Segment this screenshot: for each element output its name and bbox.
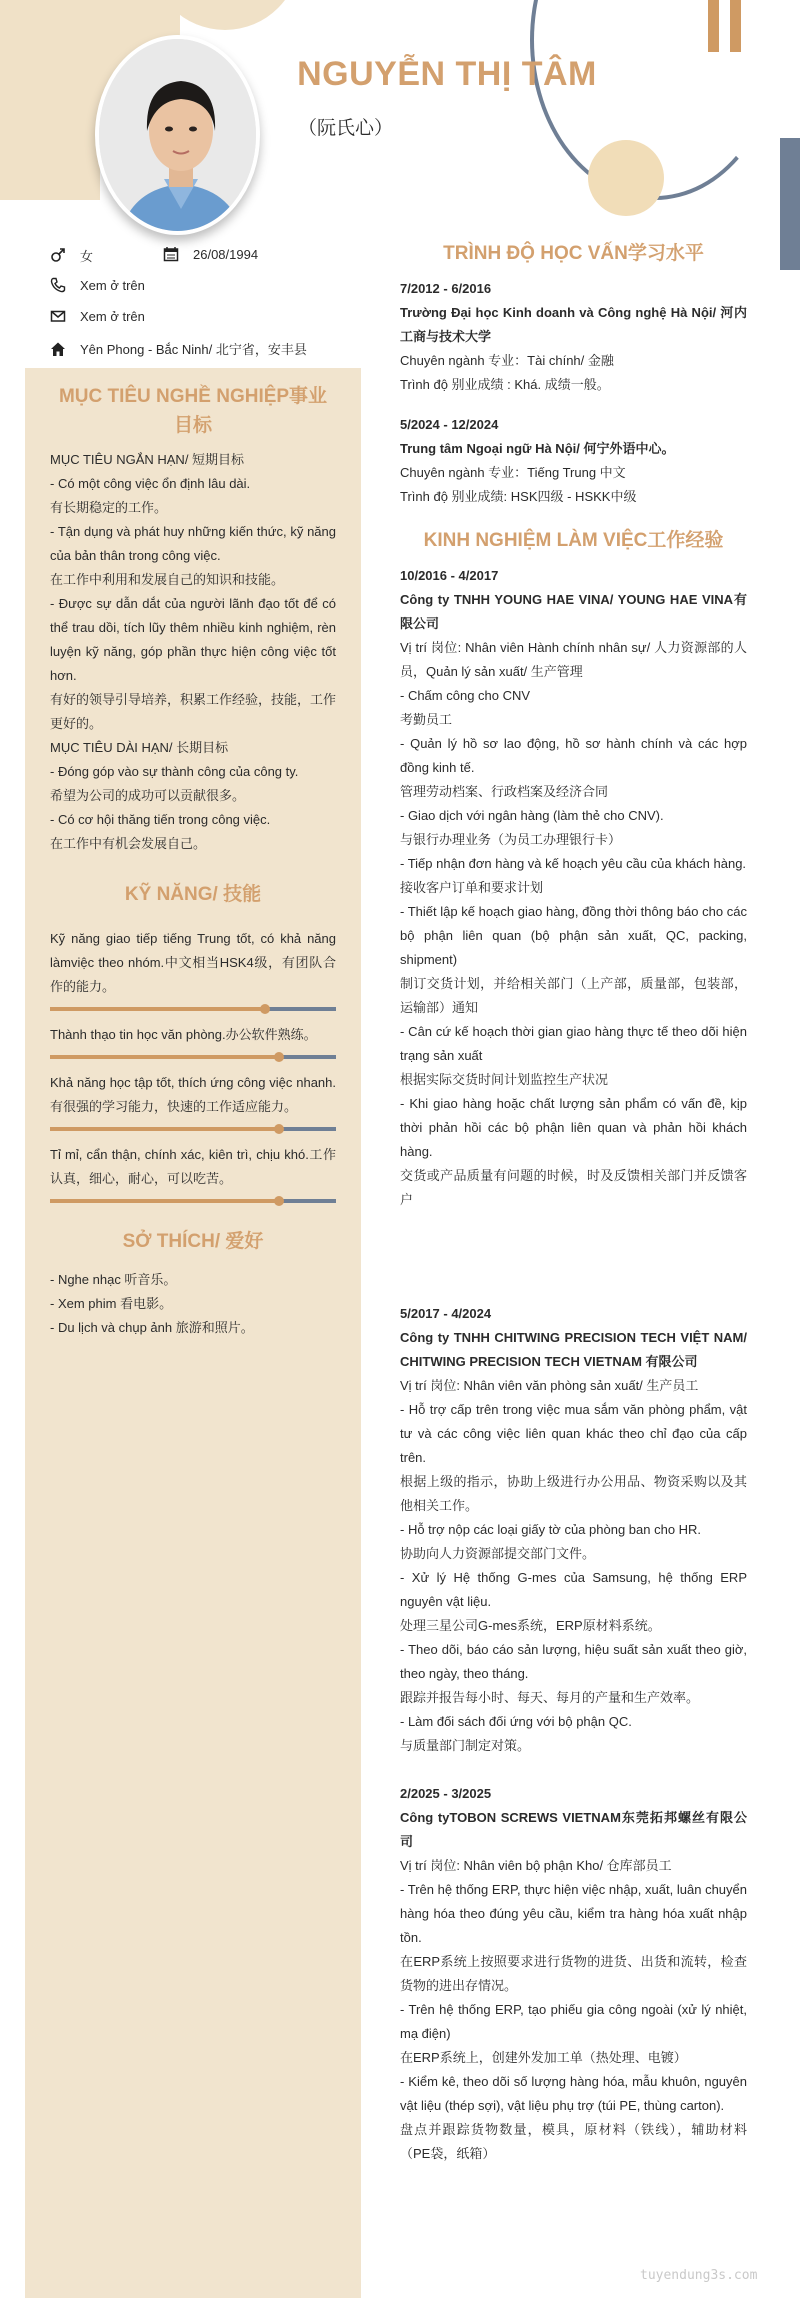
experience-entry: [400, 1302, 747, 1758]
entry-line: 跟踪并报告每小时、每天、每月的产量和生产效率。: [400, 1690, 700, 1705]
entry-line: 根据实际交货时间计划监控生产状况: [400, 1072, 609, 1087]
entry-line: Vị trí 岗位: Nhân viên văn phòng sản xuất/ 生产员工: [400, 1378, 699, 1393]
entry-line: Vị trí 岗位: Nhân viên Hành chính nhân sự/ 人力资源部的人员，Quản lý sản xuất/ 生产管理: [400, 640, 747, 679]
skills-title: KỸ NĂNG/ 技能: [124, 884, 262, 905]
objective-line: 在工作中有机会发展自己。: [50, 836, 207, 851]
entry-organization: Công tyTOBON SCREWS VIETNAM东莞拓邦螺丝有限公司: [400, 1810, 747, 1849]
address-value: Yên Phong - Bắc Ninh/ 北宁省，安丰县: [80, 342, 307, 357]
skill-text: Tỉ mỉ, cẩn thận, chính xác, kiên trì, chịu khó.工作认真，细心，耐心，可以吃苦。: [50, 1147, 336, 1186]
left-column: [25, 368, 361, 2298]
objective-line: 在工作中利用和发展自己的知识和技能。: [50, 572, 285, 587]
entry-line: 协助向人力资源部提交部门文件。: [400, 1546, 596, 1561]
decor-stripe: [780, 138, 800, 270]
skill-bar-fill: [50, 1127, 279, 1131]
objective-line: 有好的领导引导培养，积累工作经验，技能，工作更好的。: [50, 692, 337, 731]
hobbies-title: SỞ THÍCH/ 爱好: [122, 1231, 264, 1252]
skill-bar-knob: [260, 1004, 270, 1014]
education-entry: [400, 277, 747, 397]
phone-icon: [50, 277, 66, 293]
candidate-name: NGUYỄN THỊ TÂM: [297, 55, 597, 93]
decor-bar: [730, 0, 741, 52]
skills-list: [50, 927, 336, 1203]
skill-text: Thành thạo tin học văn phòng.办公软件熟练。: [50, 1027, 317, 1042]
skill-bar-knob: [274, 1124, 284, 1134]
entry-line: Chuyên ngành 专业：Tiếng Trung 中文: [400, 465, 626, 480]
skill-bar-fill: [50, 1055, 279, 1059]
entry-line: - Thiết lập kế hoạch giao hàng, đồng thời thông báo cho các bộ phận liên quan (bộ phận sản xuất, QC, packing, shipment): [400, 904, 747, 967]
phone-value: Xem ở trên: [80, 277, 145, 293]
skill-item: [50, 927, 336, 1011]
gender-value: 女: [80, 249, 94, 264]
objective-line: 有长期稳定的工作。: [50, 500, 168, 515]
watermark: tuyendung3s.com: [640, 2268, 758, 2283]
entry-line: Vị trí 岗位: Nhân viên bộ phận Kho/ 仓库部员工: [400, 1858, 672, 1873]
entry-line: 在ERP系统上按照要求进行货物的进货、出货和流转，检查货物的进出存情况。: [400, 1954, 747, 1993]
phone-row: [50, 277, 145, 293]
skill-text: Khả năng học tập tốt, thích ứng công việc nhanh.有很强的学习能力，快速的工作适应能力。: [50, 1075, 336, 1114]
entry-organization: Công ty TNHH YOUNG HAE VINA/ YOUNG HAE VINA有限公司: [400, 592, 747, 631]
calendar-icon: [163, 246, 179, 262]
entry-line: - Kiểm kê, theo dõi số lượng hàng hóa, mẫu khuôn, nguyên vật liệu (thép sợi), vật liệu phụ trợ (túi PE, thùng carton).: [400, 2074, 747, 2113]
entry-line: - Theo dõi, báo cáo sản lượng, hiệu suất sản xuất theo giờ, theo ngày, theo tháng.: [400, 1642, 747, 1681]
entry-line: 与质量部门制定对策。: [400, 1738, 531, 1753]
email-value: Xem ở trên: [80, 308, 145, 324]
entry-date: 2/2025 - 3/2025: [400, 1786, 492, 1801]
hobbies-list: [50, 1268, 336, 1340]
entry-line: 管理劳动档案、行政档案及经济合同: [400, 784, 609, 799]
skill-text: Kỹ năng giao tiếp tiếng Trung tốt, có khả năng làmviệc theo nhóm.中文相当HSK4级，有团队合作的能力。: [50, 931, 336, 994]
hobby-item: - Xem phim 看电影。: [50, 1296, 173, 1311]
experience-entry: [400, 1782, 747, 2166]
entry-organization: Trường Đại học Kinh doanh và Công nghệ Hà Nội/ 河内工商与技术大学: [400, 305, 747, 344]
skill-item: [50, 1023, 336, 1059]
skill-bar-knob: [274, 1196, 284, 1206]
hobby-item: - Nghe nhạc 听音乐。: [50, 1272, 177, 1287]
envelope-icon: [50, 308, 66, 324]
entry-date: 7/2012 - 6/2016: [400, 281, 492, 296]
entry-line: 考勤员工: [400, 712, 453, 727]
skill-item: [50, 1071, 336, 1131]
objective-list: [50, 448, 336, 856]
decor-bar: [708, 0, 719, 52]
skill-bar-fill: [50, 1007, 265, 1011]
entry-line: - Hỗ trợ nộp các loại giấy tờ của phòng ban cho HR.: [400, 1522, 702, 1537]
email-row: [50, 308, 145, 324]
skill-bar-fill: [50, 1199, 279, 1203]
gender-icon: [50, 248, 66, 264]
entry-line: Trình độ 别业成绩: HSK四级 - HSKK中级: [400, 489, 637, 504]
entry-line: - Giao dịch với ngân hàng (làm thẻ cho CNV).: [400, 808, 664, 823]
entry-line: - Quản lý hồ sơ lao động, hồ sơ hành chính và các hợp đồng kinh tế.: [400, 736, 747, 775]
skill-bar: [50, 1055, 336, 1059]
birthdate-value: 26/08/1994: [193, 246, 259, 262]
objective-line: 希望为公司的成功可以贡献很多。: [50, 788, 246, 803]
entry-line: 交货或产品质量有问题的时候，时及反馈相关部门并反馈客户: [400, 1168, 747, 1207]
skill-bar-knob: [274, 1052, 284, 1062]
objective-line: - Tận dụng và phát huy những kiến thức, kỹ năng của bản thân trong công việc.: [50, 524, 336, 563]
objective-line: MỤC TIÊU NGẮN HẠN/ 短期目标: [50, 452, 245, 467]
gender-row: [50, 246, 93, 265]
entry-line: 与银行办理业务（为员工办理银行卡）: [400, 832, 622, 847]
skill-bar: [50, 1127, 336, 1131]
candidate-name-chinese: （阮氏心）: [298, 118, 394, 139]
entry-line: - Hỗ trợ cấp trên trong việc mua sắm văn phòng phẩm, vật tư và các công việc liên quan khác theo chỉ đạo của cấp trên.: [400, 1402, 747, 1465]
objective-line: - Đóng góp vào sự thành công của công ty.: [50, 764, 299, 779]
entry-line: 接收客户订单和要求计划: [400, 880, 544, 895]
address-row: [50, 339, 307, 358]
entry-line: 制订交货计划，并给相关部门（上产部，质量部，包装部，运输部）通知: [400, 976, 747, 1015]
entry-line: - Trên hệ thống ERP, tạo phiếu gia công ngoài (xử lý nhiệt, mạ điện): [400, 2002, 747, 2041]
birthdate-row: [163, 246, 258, 262]
objective-line: MỤC TIÊU DÀI HẠN/ 长期目标: [50, 740, 229, 755]
entry-line: - Tiếp nhận đơn hàng và kế hoạch yêu cầu của khách hàng.: [400, 856, 747, 871]
entry-line: - Làm đối sách đối ứng với bộ phận QC.: [400, 1714, 632, 1729]
right-column: [400, 232, 747, 2182]
entry-line: 根据上级的指示，协助上级进行办公用品、物资采购以及其他相关工作。: [400, 1474, 747, 1513]
entry-line: - Xử lý Hệ thống G-mes của Samsung, hệ thống ERP nguyên vật liệu.: [400, 1570, 747, 1609]
objective-line: - Được sự dẫn dắt của người lãnh đạo tốt để có thể trau dồi, tích lũy thêm nhiều kinh nghiệm, rèn luyện kỹ năng, góp phần thực hiện công việc tốt hơn.: [50, 596, 336, 683]
entry-line: - Trên hệ thống ERP, thực hiện việc nhập, xuất, luân chuyển hàng hóa theo đúng yêu cầu, kiểm tra hàng hóa xuất nhập tồn.: [400, 1882, 747, 1945]
entry-line: - Cân cứ kế hoạch thời gian giao hàng thực tế theo dõi hiện trạng sản xuất: [400, 1024, 747, 1063]
objective-line: - Có cơ hội thăng tiến trong công việc.: [50, 812, 271, 827]
entry-date: 10/2016 - 4/2017: [400, 568, 499, 583]
objective-line: - Có một công việc ổn định lâu dài.: [50, 476, 251, 491]
entry-line: Trình độ 别业成绩 : Khá. 成绩一般。: [400, 377, 610, 392]
entry-line: 处理三星公司G-mes系统，ERP原材料系统。: [400, 1618, 661, 1633]
education-title: TRÌNH ĐỘ HỌC VẤN学习水平: [443, 243, 704, 264]
skill-bar: [50, 1199, 336, 1203]
experience-title: KINH NGHIỆM LÀM VIỆC工作经验: [423, 530, 724, 551]
portrait-photo: [99, 39, 260, 235]
entry-organization: Trung tâm Ngoại ngữ Hà Nội/ 何宁外语中心。: [400, 441, 675, 456]
entry-line: Chuyên ngành 专业：Tài chính/ 金融: [400, 353, 614, 368]
experience-entry: [400, 564, 747, 1212]
skill-item: [50, 1143, 336, 1203]
entry-organization: Công ty TNHH CHITWING PRECISION TECH VIỆT NAM/ CHITWING PRECISION TECH VIETNAM 有限公司: [400, 1330, 747, 1369]
entry-line: - Khi giao hàng hoặc chất lượng sản phẩm có vấn đề, kịp thời phản hồi các bộ phận liên quan và phản hồi khách hàng.: [400, 1096, 747, 1159]
entry-date: 5/2024 - 12/2024: [400, 417, 499, 432]
entry-line: 盘点并跟踪货物数量，模具，原材料（铁线），辅助材料（PE袋，纸箱）: [400, 2122, 747, 2161]
entry-line: - Chấm công cho CNV: [400, 688, 531, 703]
home-icon: [50, 341, 66, 357]
hobby-item: - Du lịch và chụp ảnh 旅游和照片。: [50, 1320, 254, 1335]
education-entry: [400, 413, 747, 509]
entry-date: 5/2017 - 4/2024: [400, 1306, 492, 1321]
decor-dot: [588, 140, 664, 216]
objective-title: MỤC TIÊU NGHỀ NGHIỆP事业目标: [58, 386, 328, 436]
avatar: [95, 35, 260, 235]
skill-bar: [50, 1007, 336, 1011]
entry-line: 在ERP系统上，创建外发加工单（热处理、电镀）: [400, 2050, 687, 2065]
